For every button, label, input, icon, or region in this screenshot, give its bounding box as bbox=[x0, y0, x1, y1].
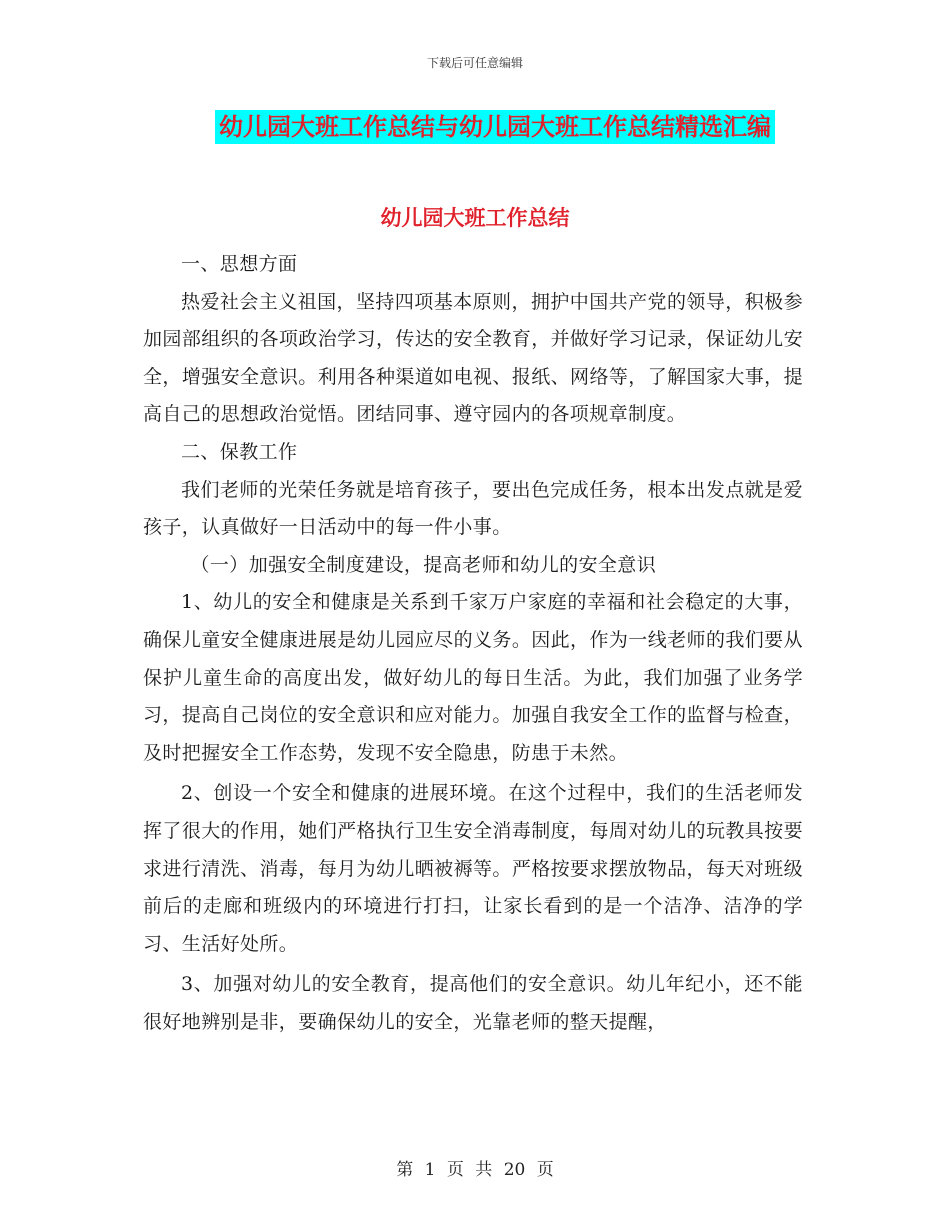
document-title-container bbox=[0, 110, 950, 144]
heading-care-education: 二、保教工作 bbox=[181, 440, 298, 463]
document-title: 幼儿园大班工作总结与幼儿园大班工作总结精选汇编 bbox=[215, 110, 775, 144]
subheading-safety: （一）加强安全制度建设，提高老师和幼儿的安全意识 bbox=[190, 553, 657, 576]
header-note: 下载后可任意编辑 bbox=[426, 56, 523, 70]
paragraph: 我们老师的光荣任务就是培育孩子，要出色完成任务，根本出发点就是爱孩子，认真做好一日活动中的每一件小事。 bbox=[143, 478, 803, 539]
document-body bbox=[143, 246, 803, 1041]
heading-thought: 一、思想方面 bbox=[181, 253, 298, 275]
section-title: 幼儿园大班工作总结 bbox=[380, 206, 570, 230]
paragraph: 热爱社会主义祖国，坚持四项基本原则，拥护中国共产党的领导，积极参加园部组织的各项政治学习，传达的安全教育，并做好学习记录，保证幼儿安全，增强安全意识。利用各种渠道如电视、报纸、网络等，了解国家大事，提高自己的思想政治觉悟。团结同事、遵守园内的各项规章制度。 bbox=[143, 290, 803, 426]
page-footer: 第 1 页 共 20 页 bbox=[396, 1160, 554, 1180]
paragraph: 2、创设一个安全和健康的进展环境。在这个过程中，我们的生活老师发挥了很大的作用，她们严格执行卫生安全消毒制度，每周对幼儿的玩教具按要求进行清洗、消毒，每月为幼儿晒被褥等。严格按要求摆放物品，每天对班级前后的走廊和班级内的环境进行打扫，让家长看到的是一个洁净、洁净的学习、生活好处所。 bbox=[143, 782, 803, 955]
paragraph: 1、幼儿的安全和健康是关系到千家万户家庭的幸福和社会稳定的大事，确保儿童安全健康进展是幼儿园应尽的义务。因此，作为一线老师的我们要从保护儿童生命的高度出发，做好幼儿的每日生活。为此，我们加强了业务学习，提高自己岗位的安全意识和应对能力。加强自我安全工作的监督与检查，及时把握安全工作态势，发现不安全隐患，防患于未然。 bbox=[143, 591, 803, 764]
paragraph: 3、加强对幼儿的安全教育，提高他们的安全意识。幼儿年纪小，还不能很好地辨别是非，要确保幼儿的安全，光靠老师的整天提醒， bbox=[143, 973, 803, 1033]
